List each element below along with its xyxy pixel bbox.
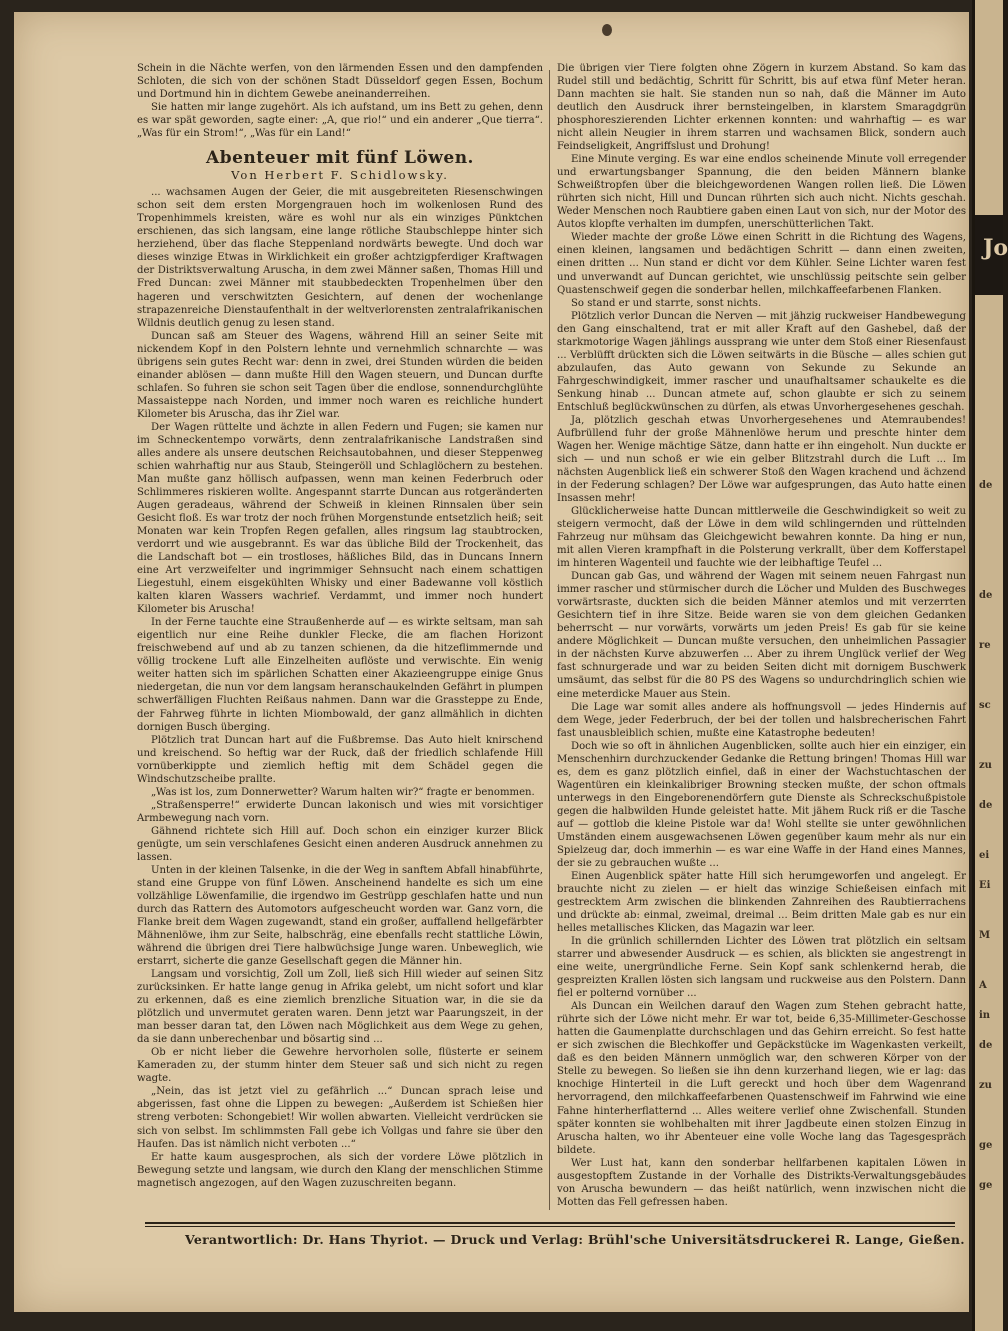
adjacent-fragment: zu — [979, 1080, 992, 1091]
article-paragraph: Unten in der kleinen Talsenke, in die der Weg in sanftem Abfall hinabführte, stand eine Gruppe von fünf Löwen. Anscheinend handelte es sich um eine vollzählige Löwenfamilie, die irgendwo im Gestrüpp geschlafen hatte und nun durch das Rattern des Automotors aufgescheucht worden war. Ganz vorn, die Flanke breit dem Wagen zugewandt, stand ein großer, auffallend hellgefärbter Mähnenlöwe, ihm zur Seite, halbschräg, eine ebenfalls recht stattliche Löwin, während die übrigen drei Tiere halbwüchsige Junge waren. Unbeweglich, wie erstarrt, sicherte die ganze Gesellschaft gegen die Männer hin. — [137, 864, 543, 968]
adjacent-fragment: zu — [979, 760, 992, 771]
article-paragraph: Er hatte kaum ausgesprochen, als sich der vordere Löwe plötzlich in Bewegung setzte und langsam, wie durch den Klang der menschlichen Stimme magnetisch angezogen, auf den Wagen zuzuschreiten begann. — [137, 1151, 543, 1189]
right-column — [557, 62, 966, 1209]
article-paragraph: In die grünlich schillernden Lichter des Löwen trat plötzlich ein seltsam starrer und abwesender Ausdruck — es schien, als blickten sie angestrengt in eine weite, unergründliche Ferne. Sein Kopf sank schlenkernd herab, die gespreizten Krallen lösten sich langsam und ruckweise aus den Polstern. Dann fiel er polternd vornüber ... — [557, 936, 966, 1000]
article-paragraph: ... wachsamen Augen der Geier, die mit ausgebreiteten Riesenschwingen schon seit dem ersten Morgengrauen hoch im wolkenlosen Rund des Tropenhimmels kreisten, wäre es wohl nur als ein winziges Pünktchen erschienen, das sich langsam, eine lange rötliche Staubschleppe hinter sich herziehend, über das flache Steppenland nordwärts bewegte. Und doch war dieses winzige Etwas in Wirklichkeit ein großer achtzigpferdiger Kraftwagen der Distriktsverwaltung Aruscha, in dem zwei Männer saßen, Thomas Hill und Fred Duncan: zwei Männer mit staubbedeckten Tropenhelmen über den hageren und verschwitzten Gesichtern, auf denen der wochenlange strapazenreiche Dienstaufenthalt in der weltverlorensten zentralafrikanischen Wildnis deutlich genug zu lesen stand. — [137, 187, 543, 329]
adjacent-fragment: de — [979, 480, 993, 491]
adjacent-fragment: M — [979, 930, 991, 941]
article-paragraph: Plötzlich trat Duncan hart auf die Fußbremse. Das Auto hielt knirschend und kreischend. So heftig war der Ruck, daß der friedlich schlafende Hill vornüberkippte und ziemlich heftig mit dem Schädel gegen die Windschutzscheibe prallte. — [137, 734, 543, 785]
adjacent-fragment: ge — [979, 1140, 993, 1151]
article-paragraph: Die Lage war somit alles andere als hoffnungsvoll — jedes Hindernis auf dem Wege, jeder Federbruch, der bei der tollen und halsbrecherischen Fahrt fast unausbleiblich schien, mußte eine Katastrophe bedeuten! — [557, 701, 966, 739]
article-paragraph: Plötzlich verlor Duncan die Nerven — mit jähzig ruckweiser Handbewegung den Gang einschaltend, trat er mit aller Kraft auf den Gashebel, daß der starkmotorige Wagen jählings aussprang wie unter dem Stoß einer Riesenfaust ... Verblüfft drückten sich die Löwen seitwärts in die Büsche — alles schien gut abzulaufen, das Auto gewann von Sekunde zu Sekunde an Fahrgeschwindigkeit, immer rascher und unaufhaltsamer schaukelte es die Senkung hinab ... Duncan atmete auf, schon glaubte er sich zu seinem Entschluß beglückwünschen zu dürfen, als etwas Unvorhergesehenes geschah. — [557, 310, 966, 413]
article-paragraph: Die übrigen vier Tiere folgten ohne Zögern in kurzem Abstand. So kam das Rudel still und bedächtig, Schritt für Schritt, bis auf etwa fünf Meter heran. Dann machten sie halt. Sie standen nun so nah, daß die Männer im Auto deutlich den Ausdruck ihrer bernsteingelben, in klarstem Smaragdgrün phosphoreszierenden Lichter erkennen konnten: und wahrhaftig — es war nicht allein Neugier in ihrem starren und wachsamen Blick, sondern auch Feindseligkeit, Angriffslust und Drohung! — [557, 63, 966, 153]
intro-paragraph: Schein in die Nächte werfen, von den lärmenden Essen und den dampfenden Schloten, die sich von der schönen Stadt Düsseldorf gegen Essen, Bochum und Dortmund hin in dichtem Gewebe aneinanderreihen. — [137, 63, 543, 101]
adjacent-fragment: ge — [979, 1180, 993, 1191]
article-paragraph: Ob er nicht lieber die Gewehre hervorholen solle, flüsterte er seinem Kameraden zu, der stumm hinter dem Steuer saß und sich nicht zu regen wagte. — [137, 1047, 543, 1085]
article-paragraph: Wieder machte der große Löwe einen Schritt in die Richtung des Wagens, einen kleinen, langsamen und bedächtigen Schritt — dann einen zweiten, einen dritten ... Nun stand er dicht vor dem Kühler. Seine Lichter waren fest und unverwandt auf Duncan gerichtet, wie unschlüssig peitschte sein gelber Quastenschweif gegen die sonderbar hellen, milchkaffeefarbenen Flanken. — [557, 232, 966, 296]
adjacent-fragment: A — [979, 980, 987, 991]
article-paragraph: „Was ist los, zum Donnerwetter? Warum halten wir?“ fragte er benommen. — [151, 786, 535, 798]
adjacent-page-tab — [975, 215, 1008, 295]
adjacent-fragment: Ei — [979, 880, 991, 891]
binding-hole — [602, 24, 612, 36]
article-paragraph: Als Duncan ein Weilchen darauf den Wagen zum Stehen gebracht hatte, rührte sich der Löwe nicht mehr. Er war tot, beide 6,35-Millimeter-Geschosse hatten die Gaumenplatte durchschlagen und das Gehirn erreicht. So fest hatte er sich zwischen die Blechkoffer und Gepäckstücke im Wagenkasten verkeilt, daß es den beiden Männern unmöglich war, den schweren Körper von der Stelle zu bewegen. So ließen sie ihn denn kurzerhand liegen, wie er lag: das knochige Hinterteil in die Luft gereckt und hoch über dem Wagenrand hervorragend, den milchkaffeefarbenen Quastenschweif im Fahrwind wie eine Fahne hinterherflatternd ... Alles weitere verlief ohne Zwischenfall. Stunden später konnten sie wohlbehalten mit ihrer Jagdbeute einen stolzen Einzug in Aruscha halten, wo ihr Abenteuer eine volle Woche lang das Tagesgespräch bildete. — [557, 1001, 966, 1156]
article-paragraph: Eine Minute verging. Es war eine endlos scheinende Minute voll erregender und erwartungsbanger Spannung, die den beiden Männern blanke Schweißtropfen über die bleichgewordenen Wangen rollen ließ. Die Löwen rührten sich nicht, Hill und Duncan rührten sich auch nicht. Nichts geschah. Weder Menschen noch Raubtiere gaben einen Laut von sich, nur der Motor des Autos klopfte verhalten im dumpfen, unerschütterlichen Takt. — [557, 154, 966, 231]
adjacent-fragment: de — [979, 800, 993, 811]
adjacent-fragment: sc — [979, 700, 991, 711]
article-paragraph: „Nein, das ist jetzt viel zu gefährlich ...“ Duncan sprach leise und abgerissen, fast ohne die Lippen zu bewegen: „Außerdem ist Schießen hier streng verboten: Schongebiet! Wir wollen abwarten. Vielleicht verdrücken sie sich von selbst. Im schlimmsten Fall gebe ich Vollgas und fahre sie über den Haufen. Das ist nämlich nicht verboten ...“ — [137, 1086, 543, 1150]
article-paragraph: Gähnend richtete sich Hill auf. Doch schon ein einziger kurzer Blick genügte, um sein verschlafenes Gesicht einen anderen Ausdruck annehmen zu lassen. — [137, 825, 543, 863]
imprint-line: Verantwortlich: Dr. Hans Thyriot. — Druck und Verlag: Brühl'sche Universitätsdruckerei R. Lange, Gießen. — [185, 1232, 965, 1247]
article-paragraph: Glücklicherweise hatte Duncan mittlerweile die Geschwindigkeit so weit zu steigern vermocht, daß der Löwe in dem wild schlingernden und rüttelnden Fahrzeug nur mühsam das Gleichgewicht bewahren konnte. Da hing er nun, mit allen Vieren krampfhaft in die Polsterung verkrallt, über dem Kofferstapel im hinteren Wagenteil und fauchte wie der leibhaftige Teufel ... — [557, 506, 966, 570]
article-paragraph: Duncan saß am Steuer des Wagens, während Hill an seiner Seite mit nickendem Kopf in den Polstern lehnte und vernehmlich schnarchte — was übrigens sein gutes Recht war: denn in zwei, drei Stunden würden die beiden einander ablösen — dann mußte Hill den Wagen steuern, und Duncan durfte schlafen. So fuhren sie schon seit Tagen über die endlose, sonnendurchglühte Massaisteppe nach Norden, und immer noch waren es reichliche hundert Kilometer bis Aruscha, das ihr Ziel war. — [137, 330, 543, 420]
article-paragraph: Doch wie so oft in ähnlichen Augenblicken, sollte auch hier ein einziger, ein Menschenhirn durchzuckender Gedanke die Rettung bringen! Thomas Hill war es, dem es ganz plötzlich einfiel, daß in einer der Wachstuchtaschen der Wagentüren ein kleinkalibriger Browning stecken mußte, der schon oftmals unterwegs in den Eingeborenendörfern gute Dienste als Schreckschußpistole gegen die halbwilden Hunde geleistet hatte. Mit jähem Ruck riß er die Tasche auf — gottlob die kleine Pistole war da! Wohl stellte sie unter gewöhnlichen Umständen einem ausgewachsenen Löwen gegenüber kaum mehr als nur ein Spielzeug dar, doch immerhin — es war eine Waffe in der Hand eines Mannes, der sie zu gebrauchen wußte ... — [557, 740, 966, 869]
adjacent-fragment: re — [979, 640, 991, 651]
article-paragraph: Der Wagen rüttelte und ächzte in allen Federn und Fugen; sie kamen nur im Schneckentempo vorwärts, denn zentralafrikanische Landstraßen sind alles andere als unsere deutschen Reichsautobahnen, und dieser Steppenweg schien wahrhaftig nur aus Staub, Steingeröll und Schlaglöchern zu bestehen. Man mußte ganz höllisch aufpassen, wenn man keinen Federbruch oder Schlimmeres riskieren wollte. Angespannt starrte Duncan aus rotgeränderten Augen geradeaus, während der Schweiß in kleinen Rinnsalen über sein Gesicht floß. Es war trotz der noch frühen Morgenstunde entsetzlich heiß; seit Monaten war kein Tropfen Regen gefallen, alles ringsum lag staubtrocken, verdorrt und wie ausgebrannt. Es war das übliche Bild der Trockenheit, das die Landschaft bot — ein trostloses, häßliches Bild, das in Duncans Innern eine Art verzweifelter und ingrimmiger Sehnsucht nach einem schattigen Liegestuhl, einem eisgekühlten Whisky und einer Badewanne voll köstlich kalten klaren Wassers wachrief. Verdammt, und immer noch hundert Kilometer bis Aruscha! — [137, 421, 543, 616]
adjacent-fragment: de — [979, 590, 993, 601]
article-byline: Von Herbert F. Schidlowsky. — [231, 168, 449, 183]
adjacent-page-edge — [972, 0, 1008, 1331]
article-paragraph: Langsam und vorsichtig, Zoll um Zoll, ließ sich Hill wieder auf seinen Sitz zurücksinken. Er hatte lange genug in Afrika gelebt, um nicht sofort und klar zu erkennen, daß es eine ziemlich brenzliche Situation war, in die sie da plötzlich und unvermutet geraten waren. Denn jetzt war Paarungszeit, in der man besser daran tat, den Löwen nach Möglichkeit aus dem Wege zu gehen, da sie dann unberechenbar und bösartig sind ... — [137, 969, 543, 1046]
article-paragraph: So stand er und starrte, sonst nichts. — [571, 297, 762, 309]
article-paragraph: Ja, plötzlich geschah etwas Unvorhergesehenes und Atemraubendes! Aufbrüllend fuhr der große Mähnenlöwe herum und preschte hinter dem Wagen her. Wenige mächtige Sätze, dann hatte er ihn eingeholt. Nun duckte er sich — und nun schoß er wie ein gelber Blitzstrahl durch die Luft ... Im nächsten Augenblick ließ ein schwerer Stoß den Wagen krachend und ächzend in der Federung schlagen? Der Löwe war aufgesprungen, das Auto hatte einen Insassen mehr! — [557, 414, 966, 505]
article-paragraph: „Straßensperre!“ erwiderte Duncan lakonisch und wies mit vorsichtiger Armbewegung nach vorn. — [137, 799, 543, 824]
article-title: Abenteuer mit fünf Löwen. — [206, 148, 474, 169]
adjacent-fragment: de — [979, 1040, 993, 1051]
adjacent-fragment: in — [979, 1010, 991, 1021]
article-paragraph: In der Ferne tauchte eine Straußenherde auf — es wirkte seltsam, man sah eigentlich nur eine Reihe dunkler Flecke, die am flachen Horizont freischwebend auf und ab zu tanzen schienen, da die hitzeflimmernde und völlig trockene Luft alle Einzelheiten auflöste und verwischte. Ein wenig weiter hatten sich im spärlichen Schatten einer Akazieengruppe einige Gnus niedergetan, die nun vor dem langsam heranschaukelnden Gefährt in plumpen schwerfälligen Fluchten Reißaus nahmen. Dann war die Grassteppe zu Ende, der Fahrweg führte in lichten Miombowald, der ganz allmählich in dichten dornigen Busch überging. — [137, 617, 543, 733]
left-column — [137, 62, 543, 1190]
article-paragraph: Einen Augenblick später hatte Hill sich herumgeworfen und angelegt. Er brauchte nicht zu zielen — er hielt das winzige Schießeisen einfach mit gestrecktem Arm zwischen die blinkenden Zahnreihen des Raubtierrachens und drückte ab: einmal, zweimal, dreimal ... Beim dritten Male gab es nur ein helles metallisches Klicken, das Magazin war leer. — [557, 870, 966, 935]
intro-paragraph: Sie hatten mir lange zugehört. Als ich aufstand, um ins Bett zu gehen, denn es war spät geworden, sagte einer: „A, que rio!“ und ein anderer „Que tierra“. „Was für ein Strom!“, „Was für ein Land!“ — [137, 102, 543, 140]
adjacent-page-tab-letters: Jo — [983, 235, 1008, 261]
footer-rule — [145, 1222, 955, 1224]
adjacent-fragment: ei — [979, 850, 990, 861]
article-paragraph: Duncan gab Gas, und während der Wagen mit seinem neuen Fahrgast nun immer rascher und stürmischer durch die Löcher und Mulden des Buschweges vorwärtsraste, duckten sich die beiden Männer atemlos und mit verzerrten Gesichtern tief in ihre Sitze. Beide waren sie von dem gleichen Gedanken beherrscht — nur vorwärts, vorwärts um jeden Preis! Es gab für sie keine andere Möglichkeit — Duncan mußte versuchen, den unheimlichen Passagier in der nächsten Kurve abzuwerfen ... Aber zu ihrem Unglück verlief der Weg fast schnurgerade und war zu beiden Seiten dicht mit dornigem Buschwerk umsäumt, das selbst für die 80 PS des Wagens so undurchdringlich schien wie eine meterdicke Mauer aus Stein. — [557, 571, 966, 700]
column-divider — [549, 70, 550, 1210]
footer-rule — [145, 1226, 955, 1227]
article-paragraph: Wer Lust hat, kann den sonderbar hellfarbenen kapitalen Löwen in ausgestopftem Zustande in der Vorhalle des Distrikts-Verwaltungsgebäudes von Aruscha bewundern — das heißt natürlich, wenn inzwischen nicht die Motten das Fell gefressen haben. — [557, 1157, 966, 1208]
